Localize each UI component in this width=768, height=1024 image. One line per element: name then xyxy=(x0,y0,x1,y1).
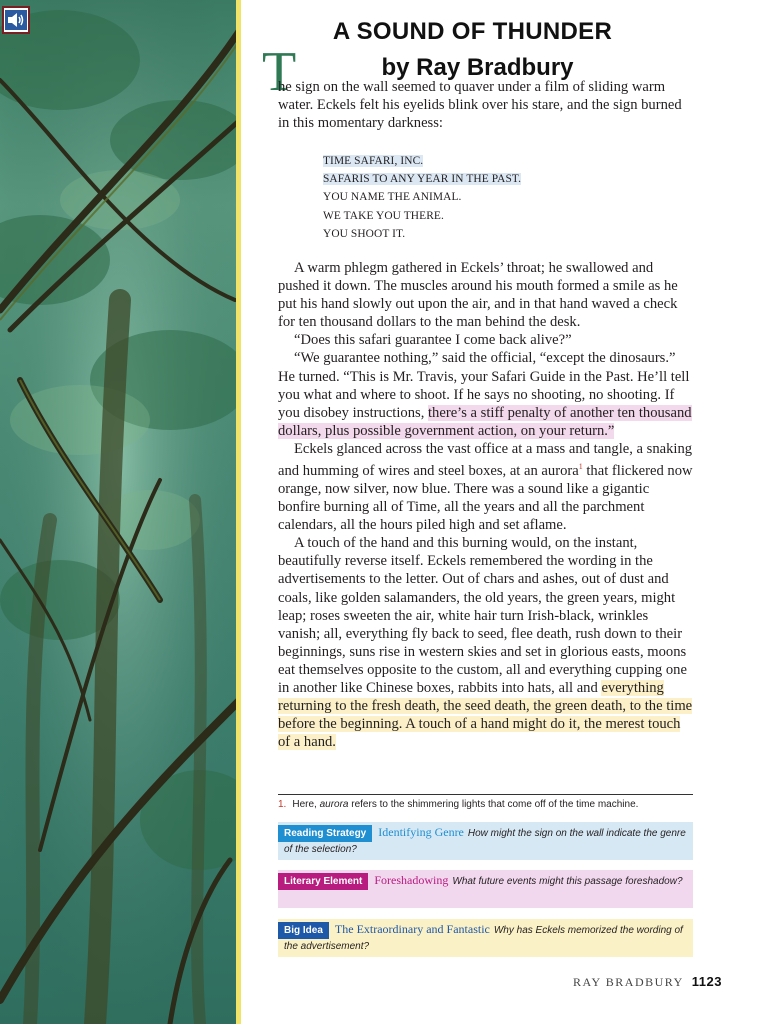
paragraph-text: “We guarantee nothing,” said the official, “except the dinosaurs.” He turned. “This is Mr. Travis, your Safari Guide in the Past. He’ll tell you what and where to shoot. If he says no shooting, no shooting. If you disobey instructions, xyxy=(278,350,690,421)
paragraph-text: Eckels glanced across the vast office at a mass and tangle, a snaking and humming of wires and steel boxes, at an aurora xyxy=(278,440,693,479)
sign-line: SAFARIS TO ANY YEAR IN THE PAST. xyxy=(323,173,522,186)
big-idea-box xyxy=(278,919,693,957)
speaker-icon xyxy=(5,10,27,30)
sign-line: TIME SAFARI, INC. xyxy=(323,155,424,167)
yellow-page-edge xyxy=(236,0,241,1024)
jungle-illustration xyxy=(0,0,240,1024)
sign-line: WE TAKE YOU THERE. xyxy=(323,209,444,222)
footnote xyxy=(278,799,693,810)
page-number: 1123 xyxy=(691,974,722,989)
paragraph-text: that flickered now orange, now silver, now blue. There was a sound like a gigantic bonfire burning all of Time, all the years and all the parchment calendars, all the hours piled high and set aflame. xyxy=(278,462,693,534)
footnote-prefix: Here, xyxy=(292,799,320,810)
paragraph xyxy=(278,349,694,439)
story-author: by Ray Bradbury xyxy=(381,54,574,81)
literary-element-term: Foreshadowing xyxy=(374,873,449,887)
footnote-divider xyxy=(278,794,693,795)
sign-line: YOU NAME THE ANIMAL. xyxy=(323,191,462,204)
footer-author: RAY BRADBURY xyxy=(572,975,684,989)
paragraph: A warm phlegm gathered in Eckels’ throat; he swallowed and pushed it down. The muscles around his mouth formed a smile as he put his hand slowly out upon the air, and in that hand waved a check for ten thousand dollars to the man behind the desk. xyxy=(278,260,678,331)
reading-strategy-tag: Reading Strategy xyxy=(278,825,372,842)
jungle-vines-graphic xyxy=(0,0,240,1024)
opening-text: he sign on the wall seemed to quaver under a film of sliding warm water. Eckels felt his eyelids blink over his stare, and the sign burned in this momentary darkness: xyxy=(278,79,682,132)
paragraph-text: A touch of the hand and this burning would, on the instant, beautifully reverse itself. Eckels remembered the wording in the advertisements to the letter. Out of chars and ashes, out of dust and coals, like golden salamanders, the old years, the green years, might leap; roses sweeten the air, white hair turn Irish-black, wrinkles vanish; all, everything fly back to seed, flee death, rush down to their beginnings, suns rise in western skies and set in glorious easts, moons eat themselves opposite to the custom, all and everything cupping one in another like Chinese boxes, rabbits into hats, all and xyxy=(278,535,687,697)
big-idea-term: The Extraordinary and Fantastic xyxy=(334,922,490,936)
paragraph: “Does this safari guarantee I come back alive?” xyxy=(294,332,572,349)
literary-element-box xyxy=(278,870,693,908)
paragraph xyxy=(278,440,694,534)
audio-button[interactable] xyxy=(2,6,30,34)
foreshadowing-highlight: there’s a stiff penalty of another ten thousand dollars, plus possible government action, on your return.” xyxy=(278,404,692,439)
big-idea-highlight: everything returning to the fresh death, the seed death, the green death, to the time before the beginning. A touch of a hand might do it, the merest touch of a hand. xyxy=(278,680,693,751)
footnote-text: refers to the shimmering lights that come off of the time machine. xyxy=(348,799,639,810)
paragraph xyxy=(278,534,694,751)
reading-strategy-term: Identifying Genre xyxy=(378,825,464,839)
big-idea-question: Why has Eckels memorized the wording of the advertisement? xyxy=(284,925,683,952)
reading-strategy-question: How might the sign on the wall indicate the genre of the selection? xyxy=(284,828,686,855)
page-footer xyxy=(573,974,722,990)
sign-line: YOU SHOOT IT. xyxy=(323,227,406,240)
footnote-number: 1. xyxy=(278,799,287,810)
literary-element-tag: Literary Element xyxy=(278,873,368,890)
footnote-marker[interactable]: 1 xyxy=(578,462,583,472)
reading-strategy-box xyxy=(278,822,693,860)
big-idea-tag: Big Idea xyxy=(278,922,329,939)
literary-element-question: What future events might this passage foreshadow? xyxy=(452,876,683,887)
drop-cap: T xyxy=(262,41,297,103)
time-safari-sign xyxy=(323,152,521,243)
main-text xyxy=(278,259,694,751)
opening-paragraph xyxy=(278,78,694,132)
story-title: A SOUND OF THUNDER xyxy=(332,18,613,45)
footnote-term: aurora xyxy=(319,799,349,810)
